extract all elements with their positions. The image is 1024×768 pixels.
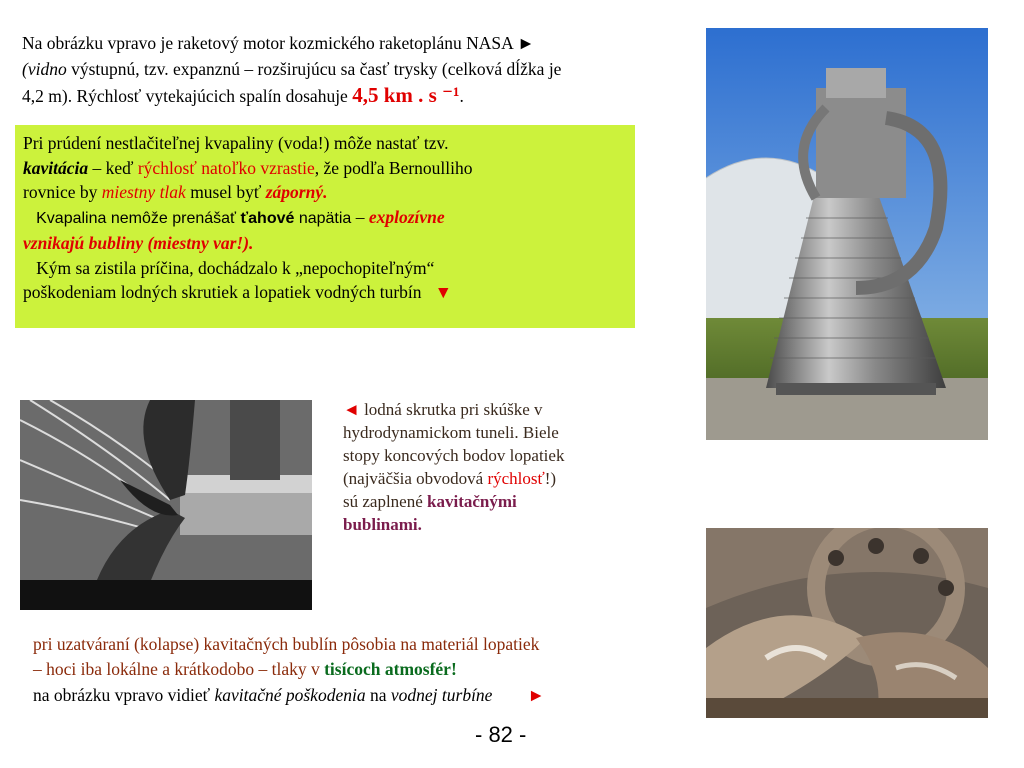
propeller-caption bbox=[343, 398, 643, 536]
turbine-damage-photo bbox=[706, 528, 988, 718]
caption-line-6: bublinami. bbox=[343, 515, 422, 534]
intro-paragraph bbox=[22, 30, 698, 109]
caption-line-2: hydrodynamickom tuneli. Biele bbox=[343, 423, 559, 442]
turbine-note: na obrázku vpravo vidieť kavitačné poškodenia na vodnej turbíne ► bbox=[33, 685, 545, 705]
box-line-6: Kým sa zistila príčina, dochádzalo k „nepochopiteľným“ bbox=[36, 257, 435, 278]
box-line-1: Pri prúdení nestlačiteľnej kvapaliny (voda!) môže nastať tzv. bbox=[23, 133, 449, 153]
collapse-paragraph bbox=[33, 632, 693, 682]
down-arrow-icon: ▼ bbox=[434, 282, 452, 302]
left-arrow-icon: ◄ bbox=[343, 400, 360, 419]
box-line-5: vznikajú bubliny (miestny var!). bbox=[23, 233, 254, 253]
box-line-2: kavitácia – keď rýchlosť natoľko vzrastie, že podľa Bernoulliho bbox=[23, 157, 473, 178]
caption-line-5: sú zaplnené kavitačnými bbox=[343, 492, 517, 511]
rocket-engine-photo bbox=[706, 28, 988, 440]
caption-line-1: ◄ lodná skrutka pri skúške v bbox=[343, 400, 543, 419]
collapse-line-1: pri uzatváraní (kolapse) kavitačných bublín pôsobia na materiál lopatiek bbox=[33, 634, 540, 654]
box-line-7: poškodeniam lodných skrutiek a lopatiek vodných turbín ▼ bbox=[23, 282, 452, 302]
exhaust-speed: 4,5 km . s ⁻¹ bbox=[352, 83, 460, 107]
page-number: - 82 - bbox=[475, 722, 527, 747]
cavitation-box bbox=[15, 125, 635, 328]
caption-line-4: (najväčšia obvodová rýchlosť!) bbox=[343, 469, 557, 488]
box-line-3: rovnice by miestny tlak musel byť záporný. bbox=[23, 182, 328, 202]
box-line-4: Kvapalina nemôže prenášať ťahové napätia – explozívne bbox=[36, 206, 445, 227]
intro-line-1: Na obrázku vpravo je raketový motor kozmického raketoplánu NASA ► bbox=[22, 33, 535, 53]
propeller-photo bbox=[20, 400, 312, 610]
intro-line-3: 4,2 m). Rýchlosť vytekajúcich spalín dosahuje 4,5 km . s ⁻¹. bbox=[22, 83, 464, 107]
intro-line-2: (vidno výstupnú, tzv. expanznú – rozširujúcu sa časť trysky (celková dĺžka je bbox=[22, 59, 562, 79]
caption-line-3: stopy koncových bodov lopatiek bbox=[343, 446, 565, 465]
collapse-line-2: – hoci iba lokálne a krátkodobo – tlaky v tisícoch atmosfér! bbox=[33, 659, 457, 679]
right-arrow-icon: ► bbox=[527, 685, 545, 705]
